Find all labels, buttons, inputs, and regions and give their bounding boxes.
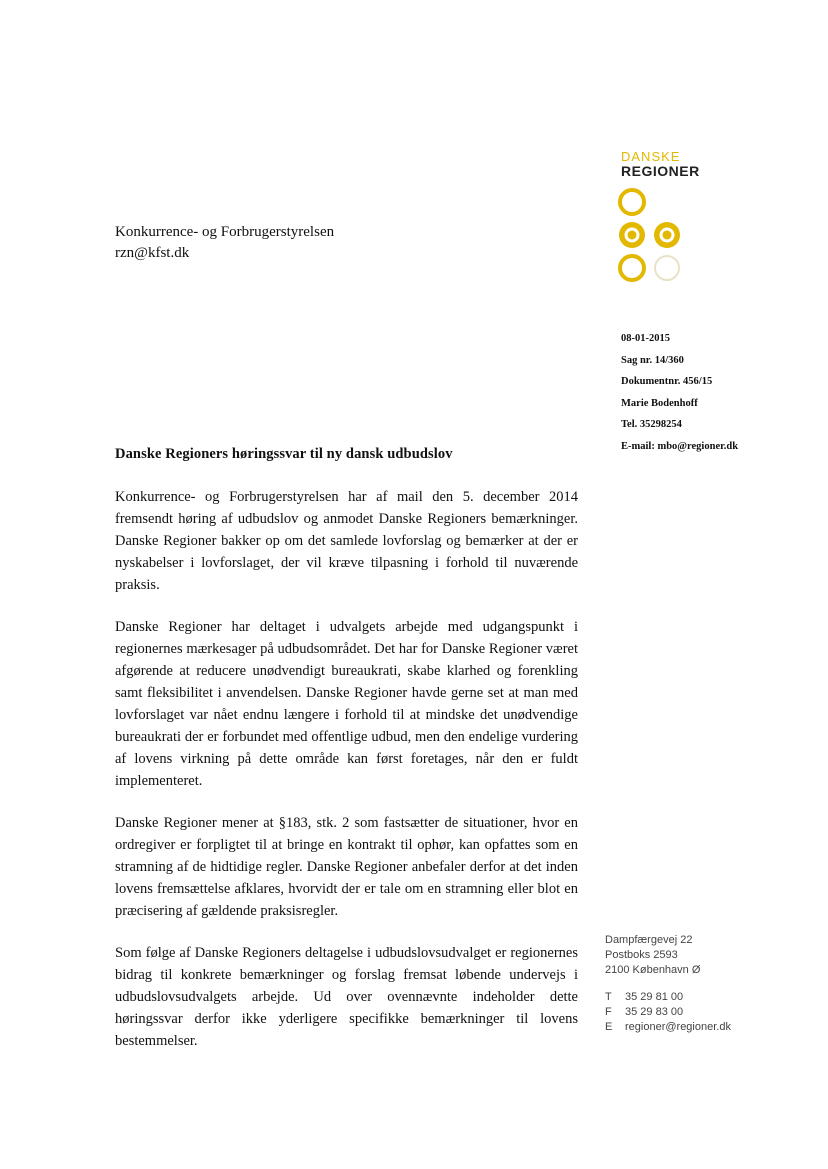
letter-body (115, 486, 578, 1072)
meta-email: E-mail: mbo@regioner.dk (621, 440, 739, 452)
meta-phone: Tel. 35298254 (621, 419, 682, 430)
meta-contact-person: Marie Bodenhoff (621, 397, 698, 409)
paragraph-1: Konkurrence- og Forbrugerstyrelsen har af mail den 5. december 2014 fremsendt høring af udbudslov og anmodet Danske Regioners bemærkninger. Danske Regioner bakker op om det samlede lovforslag og bemærker at der er nyskabelser i lovforslaget, der vil kræve tilpasning i forhold til nuværende praksis. (115, 489, 578, 593)
footer-postbox: Postboks 2593 (605, 949, 678, 961)
footer-city: 2100 København Ø (605, 964, 701, 976)
meta-document-number: Dokumentnr. 456/15 (621, 376, 713, 387)
footer-phone-label: T (605, 991, 612, 1003)
meta-date: 08-01-2015 (621, 333, 670, 344)
logo-circles-icon (612, 186, 694, 284)
recipient-email: rzn@kfst.dk (115, 245, 190, 261)
footer-fax: 35 29 83 00 (625, 1006, 684, 1018)
logo-line-2: REGIONER (621, 163, 700, 179)
logo-wordmark (621, 150, 700, 178)
footer-email-label: E (605, 1021, 613, 1033)
sender-address (605, 933, 731, 1035)
paragraph-3: Danske Regioner mener at §183, stk. 2 som fastsætter de situationer, hvor en ordregiver er forpligtet til at bringe en kontrakt til ophør, kan opfattes som en stramning af de hidtidige regler. Danske Regioner anbefaler derfor at det inden lovens fremsættelse afklares, hvorvidt der er tale om en stramning eller blot en præcisering af gældende praksisregler. (115, 815, 578, 919)
logo-line-1: DANSKE (621, 149, 681, 164)
recipient-block (115, 222, 334, 264)
footer-phone: 35 29 81 00 (625, 991, 684, 1003)
footer-fax-row (605, 1005, 731, 1020)
footer-email: regioner@regioner.dk (625, 1021, 731, 1033)
meta-case-number: Sag nr. 14/360 (621, 354, 684, 366)
footer-email-row (605, 1020, 731, 1035)
footer-contact (605, 990, 731, 1035)
document-meta (621, 328, 738, 457)
footer-phone-row (605, 990, 731, 1005)
paragraph-4: Som følge af Danske Regioners deltagelse i udbudslovsudvalget er regionernes bidrag til konkrete bemærkninger og forslag fremsat løbende undervejs i udbudslovsudvalgets arbejde. Ud over ovennævnte indeholder dette høringssvar derfor ikke yderligere specifikke bemærkninger til lovens bestemmelser. (115, 945, 578, 1049)
letter-subject: Danske Regioners høringssvar til ny dansk udbudslov (115, 446, 453, 462)
recipient-name: Konkurrence- og Forbrugerstyrelsen (115, 224, 335, 240)
footer-street: Dampfærgevej 22 (605, 934, 693, 946)
footer-fax-label: F (605, 1006, 612, 1018)
paragraph-2: Danske Regioner har deltaget i udvalgets arbejde med udgangspunkt i regionernes mærkesager på udbudsområdet. Det har for Danske Regioner været afgørende at reducere unødvendigt bureaukrati, skabe klarhed og forenkling samt fleksibilitet i anvendelsen. Danske Regioner havde gerne set at man med lovforslaget var nået endnu længere i forhold til at mindske det unødvendige bureaukrati der er forbundet med offentlige udbud, men den endelige vurdering af lovens virkning på dette område kan først foretages, når den er fuldt implementeret. (115, 619, 578, 789)
